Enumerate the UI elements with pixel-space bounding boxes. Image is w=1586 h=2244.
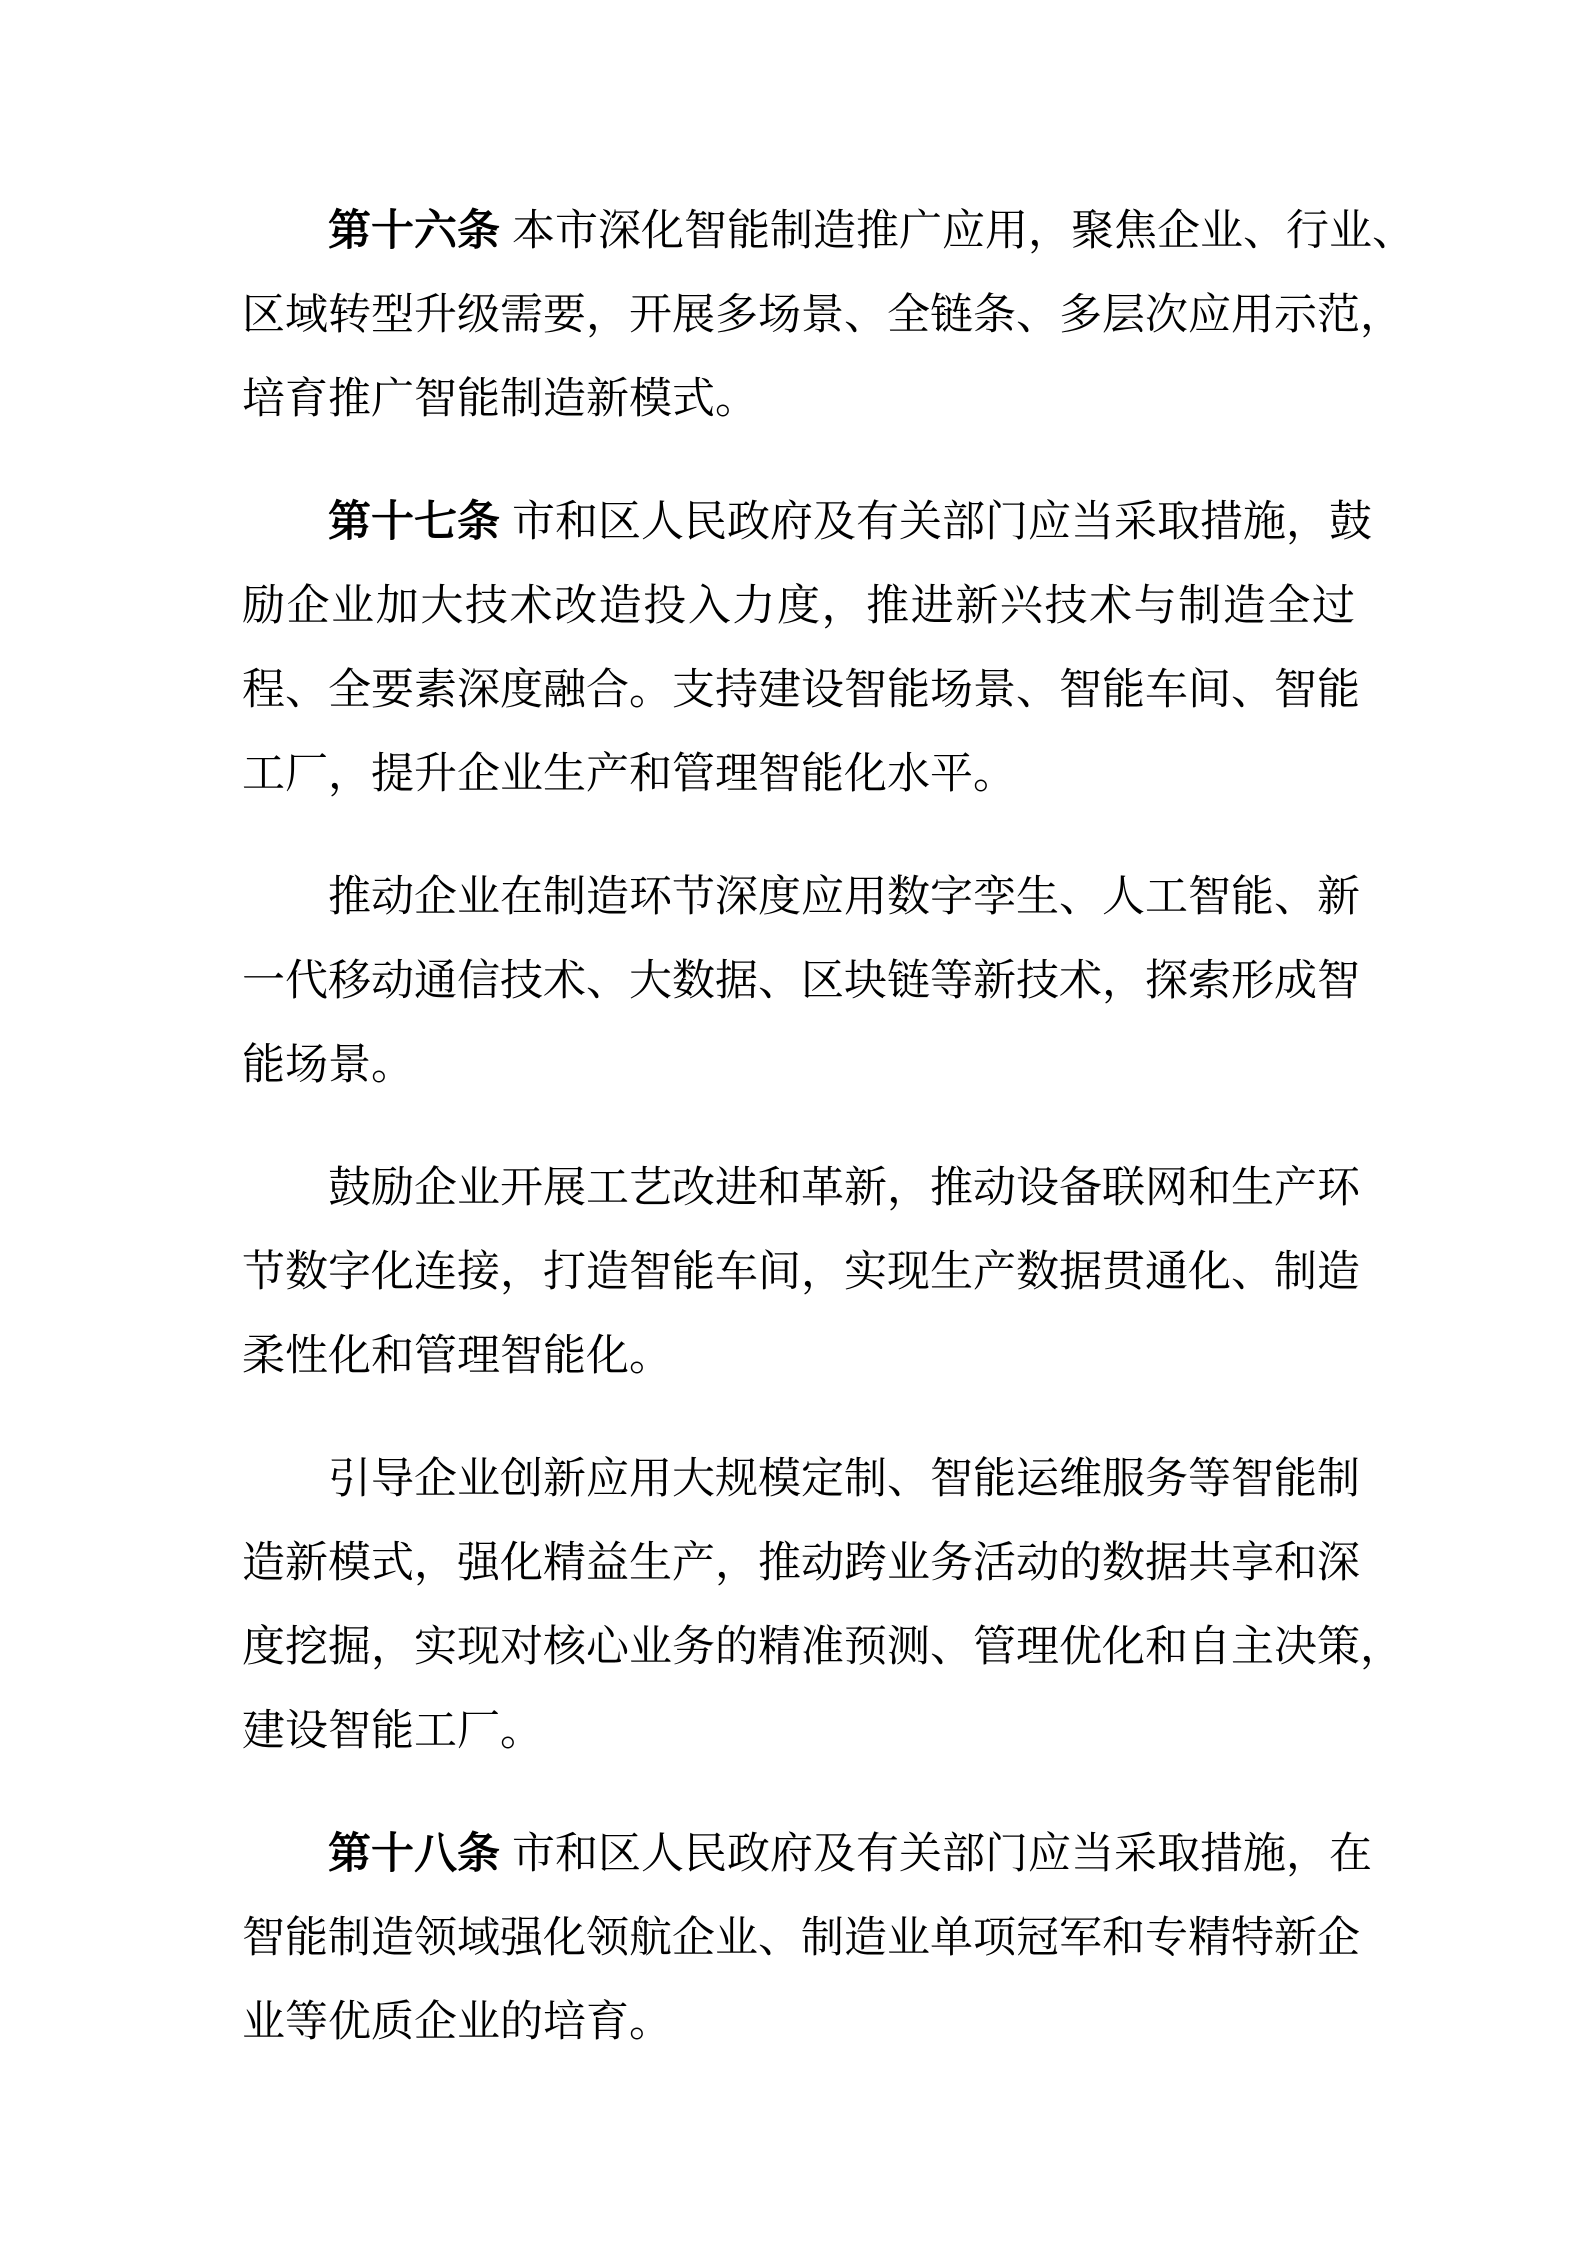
line-text: 市和区人民政府及有关部门应当采取措施，在: [512, 1829, 1372, 1879]
paragraph: [242, 1146, 1360, 1398]
line-text: 培育推广智能制造新模式。: [242, 374, 758, 424]
line-text: 引导企业创新应用大规模定制、智能运维服务等智能制: [328, 1454, 1360, 1504]
paragraph: [242, 1437, 1403, 1773]
paragraph: [242, 1812, 1372, 2064]
line-text: 节数字化连接，打造智能车间，实现生产数据贯通化、制造: [242, 1247, 1360, 1297]
text-line: [242, 273, 1403, 357]
line-text: 本市深化智能制造推广应用，聚焦企业、行业、: [512, 206, 1415, 256]
text-line: [242, 357, 1355, 441]
line-text: 柔性化和管理智能化。: [242, 1331, 672, 1381]
text-line: [242, 1812, 1372, 1896]
text-line: [242, 1689, 1355, 1773]
line-text: 造新模式，强化精益生产，推动跨业务活动的数据共享和深: [242, 1538, 1360, 1588]
line-text: 区域转型升级需要，开展多场景、全链条、多层次应用示范，: [242, 290, 1403, 340]
line-text: 推动企业在制造环节深度应用数字孪生、人工智能、新: [328, 872, 1360, 922]
line-text: 业等优质企业的培育。: [242, 1997, 672, 2047]
line-text: 程、全要素深度融合。支持建设智能场景、智能车间、智能: [242, 665, 1360, 715]
article-label: 第十八条: [328, 1829, 500, 1879]
text-line: [242, 648, 1360, 732]
text-line: [242, 1980, 1355, 2064]
line-text: 建设智能工厂。: [242, 1706, 543, 1756]
text-line: [242, 1521, 1360, 1605]
line-text: 能场景。: [242, 1040, 414, 1090]
line-text: 度挖掘，实现对核心业务的精准预测、管理优化和自主决策，: [242, 1622, 1403, 1672]
text-line: [242, 939, 1360, 1023]
text-line: [242, 1314, 1355, 1398]
document-body: [242, 189, 1415, 2103]
line-text: 智能制造领域强化领航企业、制造业单项冠军和专精特新企: [242, 1913, 1360, 1963]
text-line: [242, 1896, 1360, 1980]
text-line: [242, 480, 1372, 564]
text-line: [242, 732, 1355, 816]
paragraph: [242, 855, 1360, 1107]
line-text: 市和区人民政府及有关部门应当采取措施，鼓: [512, 497, 1372, 547]
text-line: [242, 564, 1355, 648]
line-text: 鼓励企业开展工艺改进和革新，推动设备联网和生产环: [328, 1163, 1360, 1213]
text-line: [242, 1146, 1360, 1230]
line-text: 一代移动通信技术、大数据、区块链等新技术，探索形成智: [242, 956, 1360, 1006]
text-line: [242, 189, 1415, 273]
text-line: [242, 1230, 1360, 1314]
article-label: 第十七条: [328, 497, 500, 547]
line-text: 励企业加大技术改造投入力度，推进新兴技术与制造全过: [242, 581, 1355, 631]
text-line: [242, 855, 1360, 939]
text-line: [242, 1023, 1355, 1107]
text-line: [242, 1605, 1403, 1689]
line-text: 工厂，提升企业生产和管理智能化水平。: [242, 749, 1016, 799]
paragraph: [242, 480, 1372, 816]
article-label: 第十六条: [328, 206, 500, 256]
text-line: [242, 1437, 1360, 1521]
paragraph: [242, 189, 1415, 441]
